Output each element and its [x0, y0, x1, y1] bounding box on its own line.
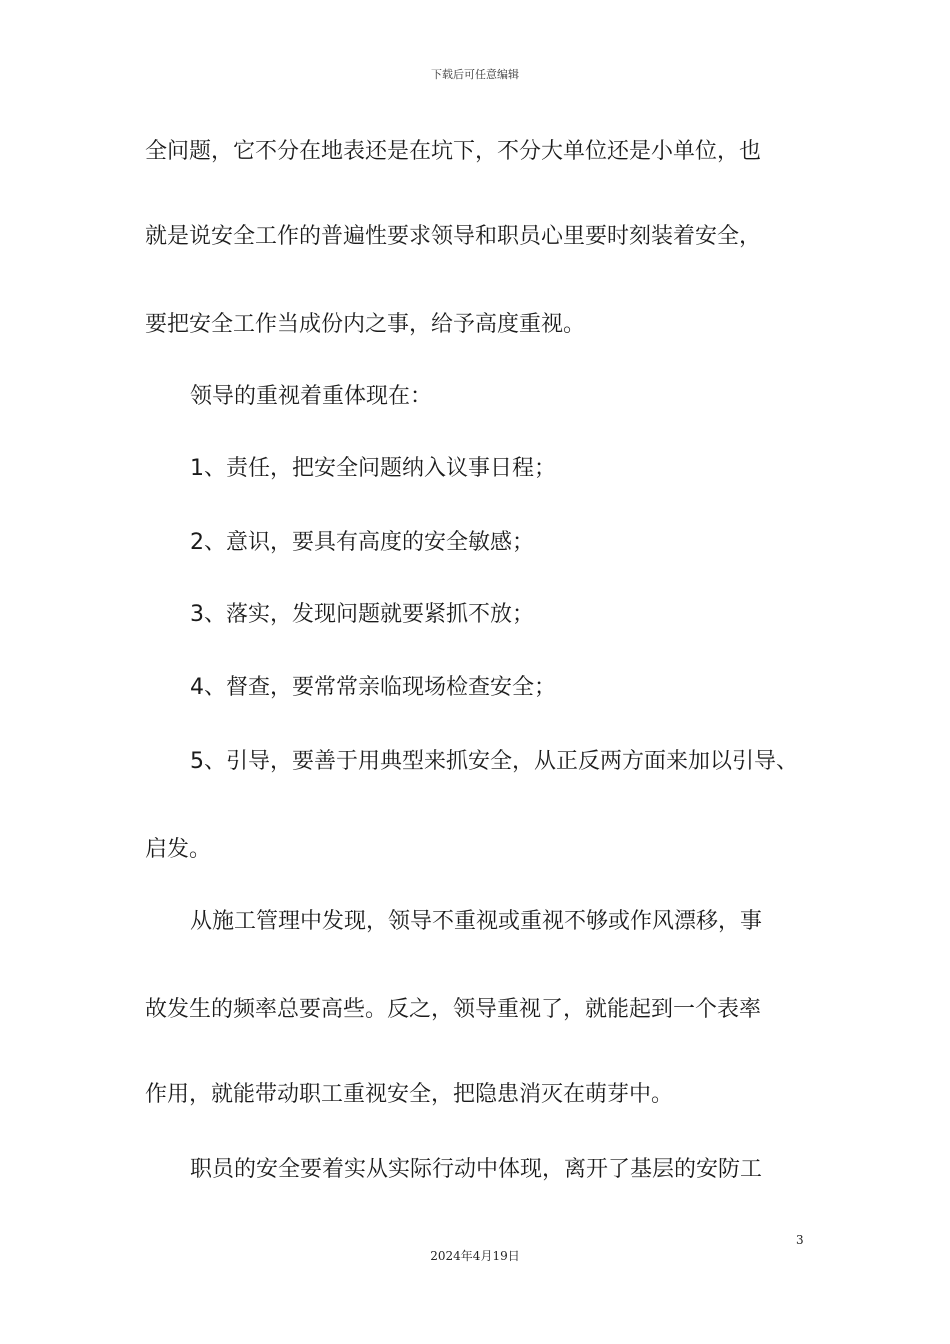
- list-item: 5、引导，要善于用典型来抓安全，从正反两方面来加以引导、: [190, 749, 798, 774]
- page-number: 3: [796, 1233, 804, 1247]
- paragraph-line: 故发生的频率总要高些。反之，领导重视了，就能起到一个表率: [145, 997, 762, 1022]
- paragraph-line: 职员的安全要着实从实际行动中体现，离开了基层的安防工: [190, 1157, 763, 1182]
- list-item: 1、责任，把安全问题纳入议事日程；: [190, 456, 556, 481]
- paragraph-line: 作用，就能带动职工重视安全，把隐患消灭在萌芽中。: [145, 1082, 674, 1107]
- paragraph-line: 从施工管理中发现，领导不重视或重视不够或作风漂移，事: [190, 909, 763, 934]
- paragraph-line: 要把安全工作当成份内之事，给予高度重视。: [145, 312, 586, 337]
- footer-date: 2024年4月19日: [430, 1249, 520, 1263]
- paragraph-line: 启发。: [145, 837, 212, 862]
- paragraph-line: 领导的重视着重体现在：: [190, 384, 433, 409]
- header-note: 下载后可任意编辑: [431, 68, 519, 81]
- list-item: 3、落实，发现问题就要紧抓不放；: [190, 602, 534, 627]
- paragraph-line: 就是说安全工作的普遍性要求领导和职员心里要时刻装着安全，: [145, 224, 762, 249]
- paragraph-line: 全问题，它不分在地表还是在坑下，不分大单位还是小单位，也: [145, 139, 762, 164]
- list-item: 2、意识，要具有高度的安全敏感；: [190, 530, 534, 555]
- list-item: 4、督查，要常常亲临现场检查安全；: [190, 675, 556, 700]
